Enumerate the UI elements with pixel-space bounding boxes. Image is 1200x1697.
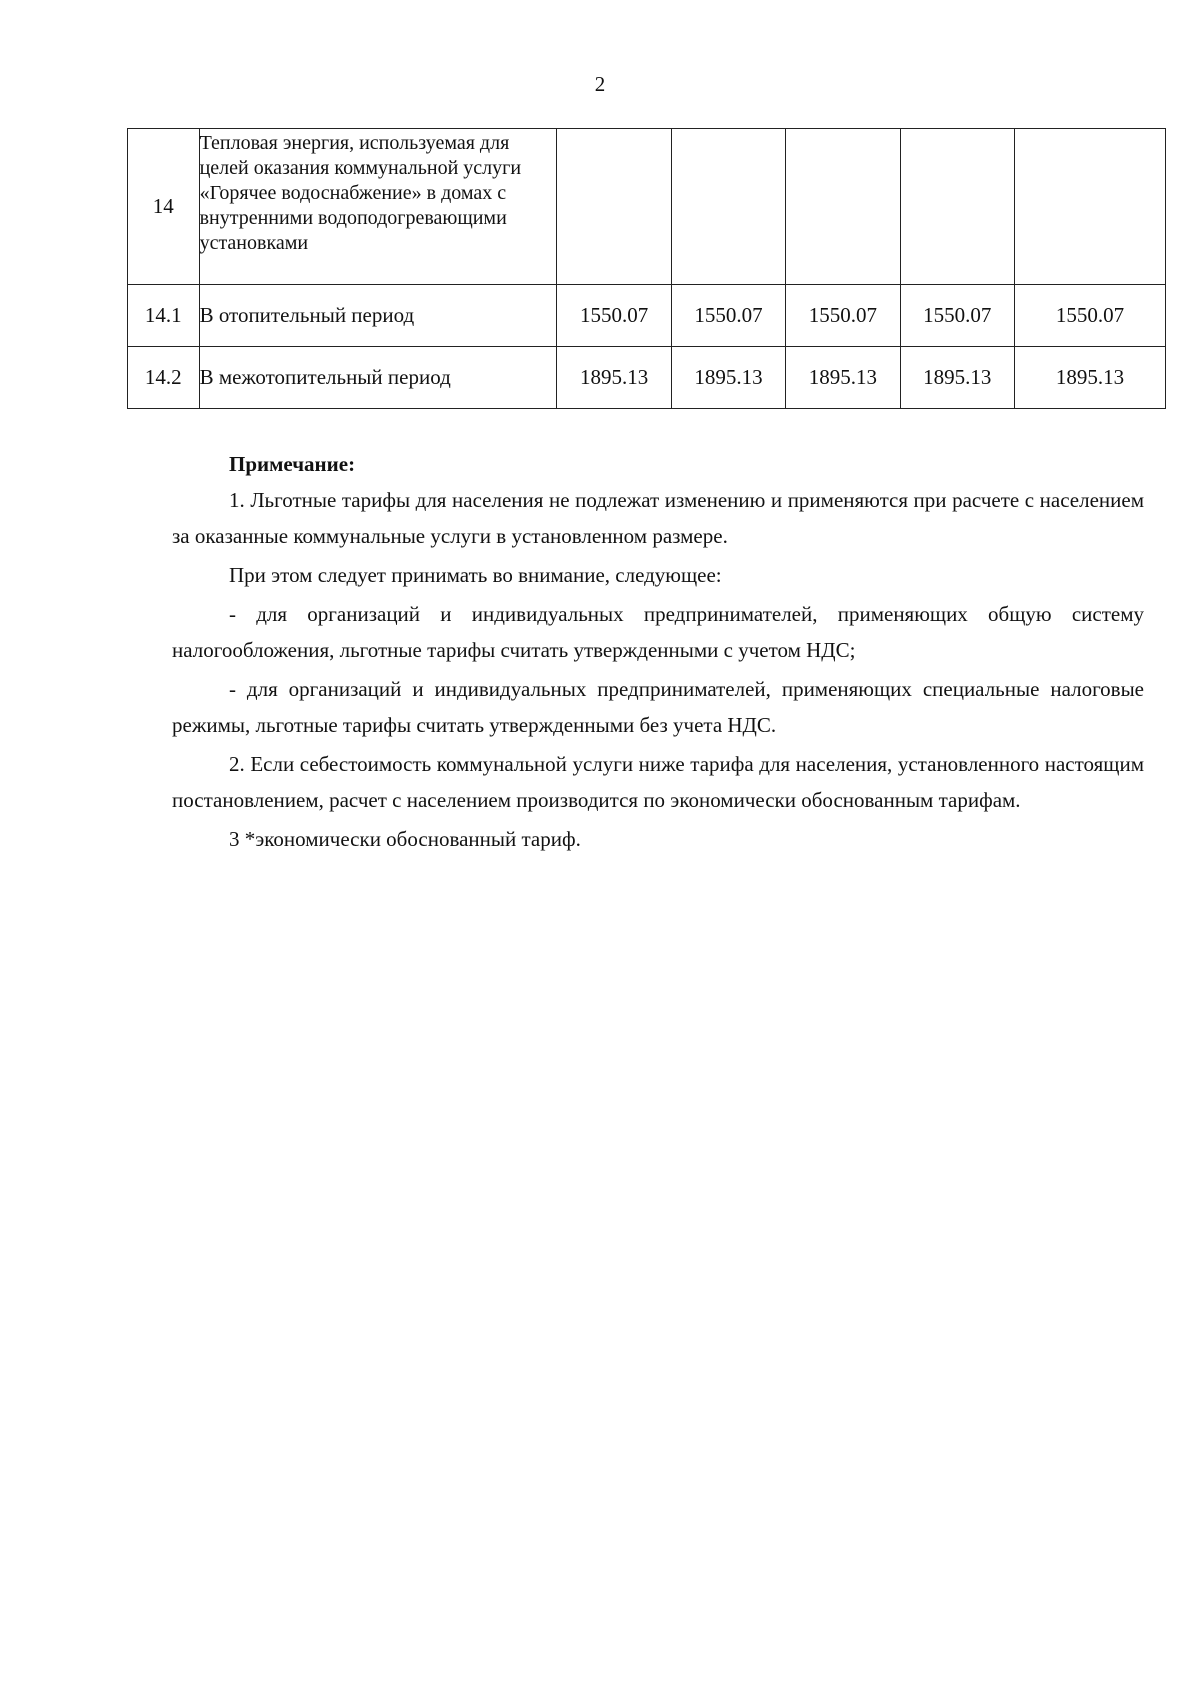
value-cell: 1550.07 — [1015, 285, 1166, 347]
value-cell: 1550.07 — [671, 285, 785, 347]
value-cell: 1895.13 — [671, 347, 785, 409]
value-cell: 1895.13 — [1015, 347, 1166, 409]
value-cell — [557, 129, 671, 285]
value-cell: 1895.13 — [557, 347, 671, 409]
tariff-table — [127, 128, 1166, 409]
value-cell — [786, 129, 900, 285]
table-row — [128, 285, 1166, 347]
row-number: 14.2 — [128, 347, 200, 409]
note-paragraph: 2. Если себестоимость коммунальной услуги ниже тарифа для населения, установленного настоящим постановлением, расчет с населением производится по экономически обоснованным тарифам. — [172, 752, 1144, 812]
value-cell: 1550.07 — [786, 285, 900, 347]
row-number: 14.1 — [128, 285, 200, 347]
table-row — [128, 347, 1166, 409]
table-row — [128, 129, 1166, 285]
row-name: Тепловая энергия, используемая для целей оказания коммунальной услуги «Горячее водоснабжение» в домах с внутренними водоподогревающими установками — [199, 129, 557, 285]
row-number: 14 — [128, 129, 200, 285]
row-name: В отопительный период — [199, 285, 557, 347]
value-cell: 1895.13 — [786, 347, 900, 409]
value-cell — [671, 129, 785, 285]
row-name: В межотопительный период — [199, 347, 557, 409]
value-cell: 1550.07 — [900, 285, 1014, 347]
note-paragraph: 3 *экономически обоснованный тариф. — [229, 827, 581, 851]
note-paragraph: При этом следует принимать во внимание, следующее: — [229, 563, 722, 587]
note-paragraph: - для организаций и индивидуальных предпринимателей, применяющих общую систему налогообложения, льготные тарифы считать утвержденными с учетом НДС; — [172, 602, 1144, 662]
note-paragraph: 1. Льготные тарифы для населения не подлежат изменению и применяются при расчете с населением за оказанные коммунальные услуги в установленном размере. — [172, 488, 1144, 548]
notes-title: Примечание: — [229, 452, 356, 476]
value-cell: 1895.13 — [900, 347, 1014, 409]
note-paragraph: - для организаций и индивидуальных предпринимателей, применяющих специальные налоговые режимы, льготные тарифы считать утвержденными без учета НДС. — [172, 677, 1144, 737]
value-cell — [900, 129, 1014, 285]
page-number: 2 — [594, 72, 606, 96]
value-cell: 1550.07 — [557, 285, 671, 347]
value-cell — [1015, 129, 1166, 285]
notes-section — [172, 446, 1144, 857]
